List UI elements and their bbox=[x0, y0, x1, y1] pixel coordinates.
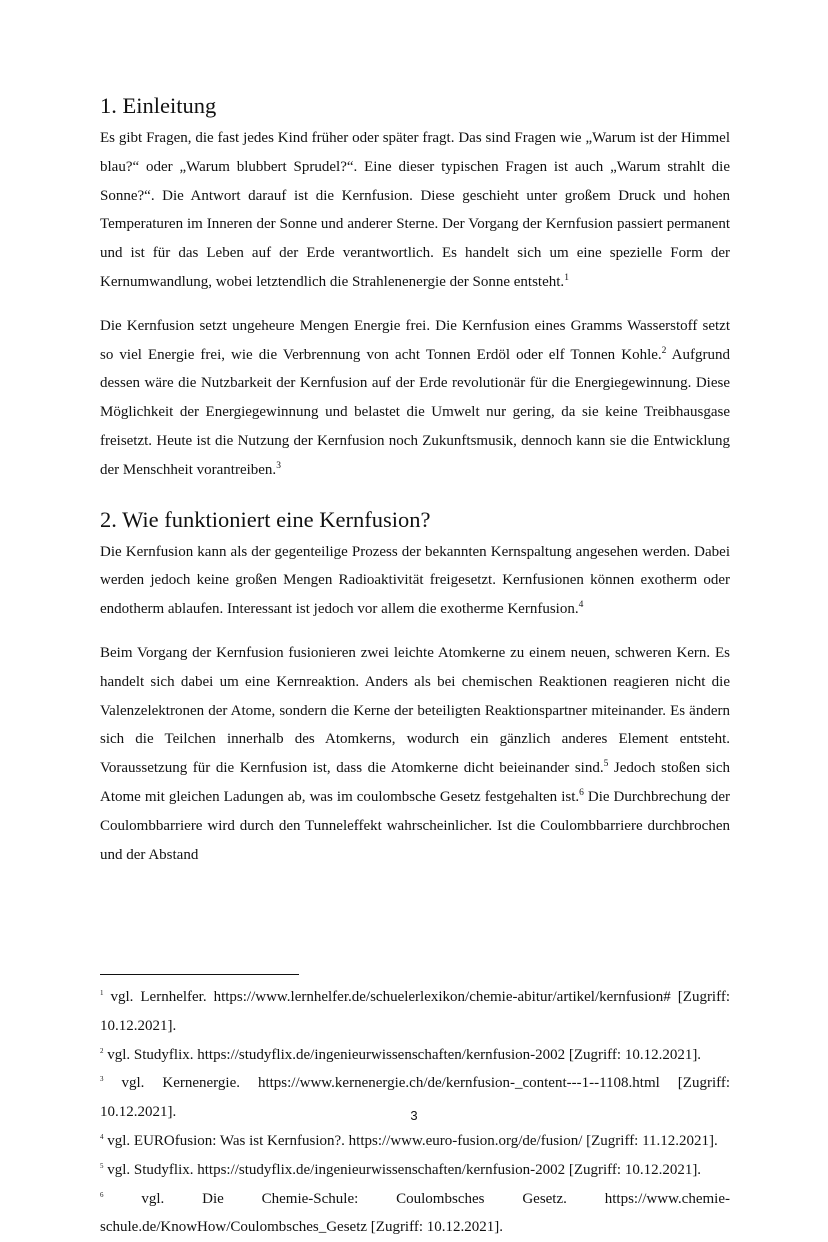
paragraph-text: Beim Vorgang der Kernfusion fusionieren zwei leichte Atomkerne zu einem neuen, schweren Kern. Es handelt sich dabei um eine Kernreaktion. Anders als bei chemischen Reaktionen reagieren nicht die Valenzelektronen der Atome, sondern die Kerne der beteiligten Reaktionspartner miteinander. Es ändern sich die Teilchen innerhalb des Atomkerns, wodurch ein gänzlich anderes Element entsteht. Voraussetzung für die Kernfusion ist, dass die Atomkerne dicht beieinander sind. bbox=[100, 644, 730, 777]
footnote-ref: 4 bbox=[578, 600, 584, 611]
document-body bbox=[100, 92, 730, 869]
paragraph-text: Aufgrund dessen wäre die Nutzbarkeit der Kernfusion auf der Erde revolutionär für die Energiegewinnung. Diese Möglichkeit der Energiegewinnung und belastet die Umwelt nur gering, da sie keine Treibhausgase freisetzt. Heute ist die Nutzung der Kernfusion noch Zukunftsmusik, dennoch kann sie die Entwicklung der Menschheit vorantreiben. bbox=[100, 346, 730, 478]
paragraph bbox=[100, 639, 730, 869]
paragraph-text: Die Kernfusion kann als der gegenteilige Prozess der bekannten Kernspaltung angesehen werden. Dabei werden jedoch keine großen Mengen Radioaktivität freigesetzt. Kernfusionen können exotherm oder endotherm ablaufen. Interessant ist jedoch vor allem die exotherme Kernfusion. bbox=[100, 543, 730, 618]
footnote bbox=[100, 1041, 730, 1070]
footnote bbox=[100, 1127, 730, 1156]
section-heading-einleitung: 1. Einleitung bbox=[100, 93, 217, 118]
paragraph-text: Jedoch stoßen sich Atome mit gleichen Ladungen ab, was im coulombsche Gesetz festgehalten ist. bbox=[100, 760, 730, 805]
footnote-ref: 2 bbox=[661, 345, 667, 356]
footnote-text: vgl. EUROfusion: Was ist Kernfusion?. https://www.euro-fusion.org/de/fusion/ [Zugriff: 11.12.2021]. bbox=[107, 1132, 718, 1149]
footnote-text: vgl. Studyflix. https://studyflix.de/ingenieurwissenschaften/kernfusion-2002 [Zugriff: 10.12.2021]. bbox=[107, 1161, 702, 1178]
footnote-divider bbox=[100, 974, 299, 975]
section-heading-kernfusion: 2. Wie funktioniert eine Kernfusion? bbox=[100, 506, 431, 532]
footnote-text: vgl. Kernenergie. https://www.kernenergie.ch/de/kernfusion-_content---1--1108.html [Zugriff: 10.12.2021]. bbox=[100, 1075, 730, 1121]
footnote bbox=[100, 1185, 730, 1242]
footnote bbox=[100, 1156, 730, 1185]
paragraph-text: Die Kernfusion setzt ungeheure Mengen Energie frei. Die Kernfusion eines Gramms Wasserstoff setzt so viel Energie frei, wie die Verbrennung von acht Tonnen Erdöl oder elf Tonnen Kohle. bbox=[100, 317, 730, 363]
footnote-text: vgl. Die Chemie-Schule: Coulombsches Gesetz. https://www.chemie-schule.de/KnowHow/Coulombsches_Gesetz [Zugriff: 10.12.2021]. bbox=[100, 1190, 730, 1236]
footnote-number: 3 bbox=[100, 1075, 104, 1084]
footnote-number: 5 bbox=[100, 1161, 104, 1170]
footnote-number: 2 bbox=[100, 1046, 104, 1055]
footnote-number: 4 bbox=[100, 1132, 104, 1141]
footnote-ref: 5 bbox=[603, 759, 609, 770]
footnote-ref: 6 bbox=[579, 787, 584, 798]
footnote bbox=[100, 983, 730, 1041]
paragraph bbox=[100, 312, 730, 485]
footnote-number: 1 bbox=[100, 989, 104, 997]
footnote-ref: 1 bbox=[564, 272, 569, 283]
paragraph bbox=[100, 538, 730, 624]
footnote-number: 6 bbox=[100, 1190, 104, 1199]
paragraph bbox=[100, 124, 730, 297]
paragraph-text: Es gibt Fragen, die fast jedes Kind früher oder später fragt. Das sind Fragen wie „Warum ist der Himmel blau?“ oder „Warum blubbert Sprudel?“. Eine dieser typischen Fragen ist auch „Warum strahlt die Sonne?“. Die Antwort darauf ist die Kernfusion. Diese geschieht unter großem Druck und hohen Temperaturen im Inneren der Sonne und anderer Sterne. Der Vorgang der Kernfusion passiert permanent und ist für das Leben auf der Erde verantwortlich. Es handelt sich um eine spezielle Form der Kernumwandlung, wobei letztendlich die Strahlenenergie der Sonne entsteht. bbox=[100, 130, 730, 290]
footnote-text: vgl. Studyflix. https://studyflix.de/ingenieurwissenschaften/kernfusion-2002 [Zugriff: 10.12.2021]. bbox=[107, 1046, 702, 1063]
footnote-ref: 3 bbox=[276, 460, 281, 471]
footnote-text: vgl. Lernhelfer. https://www.lernhelfer.de/schuelerlexikon/chemie-abitur/artikel/kernfusion# [Zugriff: 10.12.2021]. bbox=[100, 989, 730, 1034]
paragraph-text: Die Durchbrechung der Coulombbarriere wird durch den Tunneleffekt wahrscheinlicher. Ist die Coulombbarriere durchbrochen und der Abstand bbox=[100, 788, 731, 863]
page-number: 3 bbox=[410, 1108, 418, 1123]
